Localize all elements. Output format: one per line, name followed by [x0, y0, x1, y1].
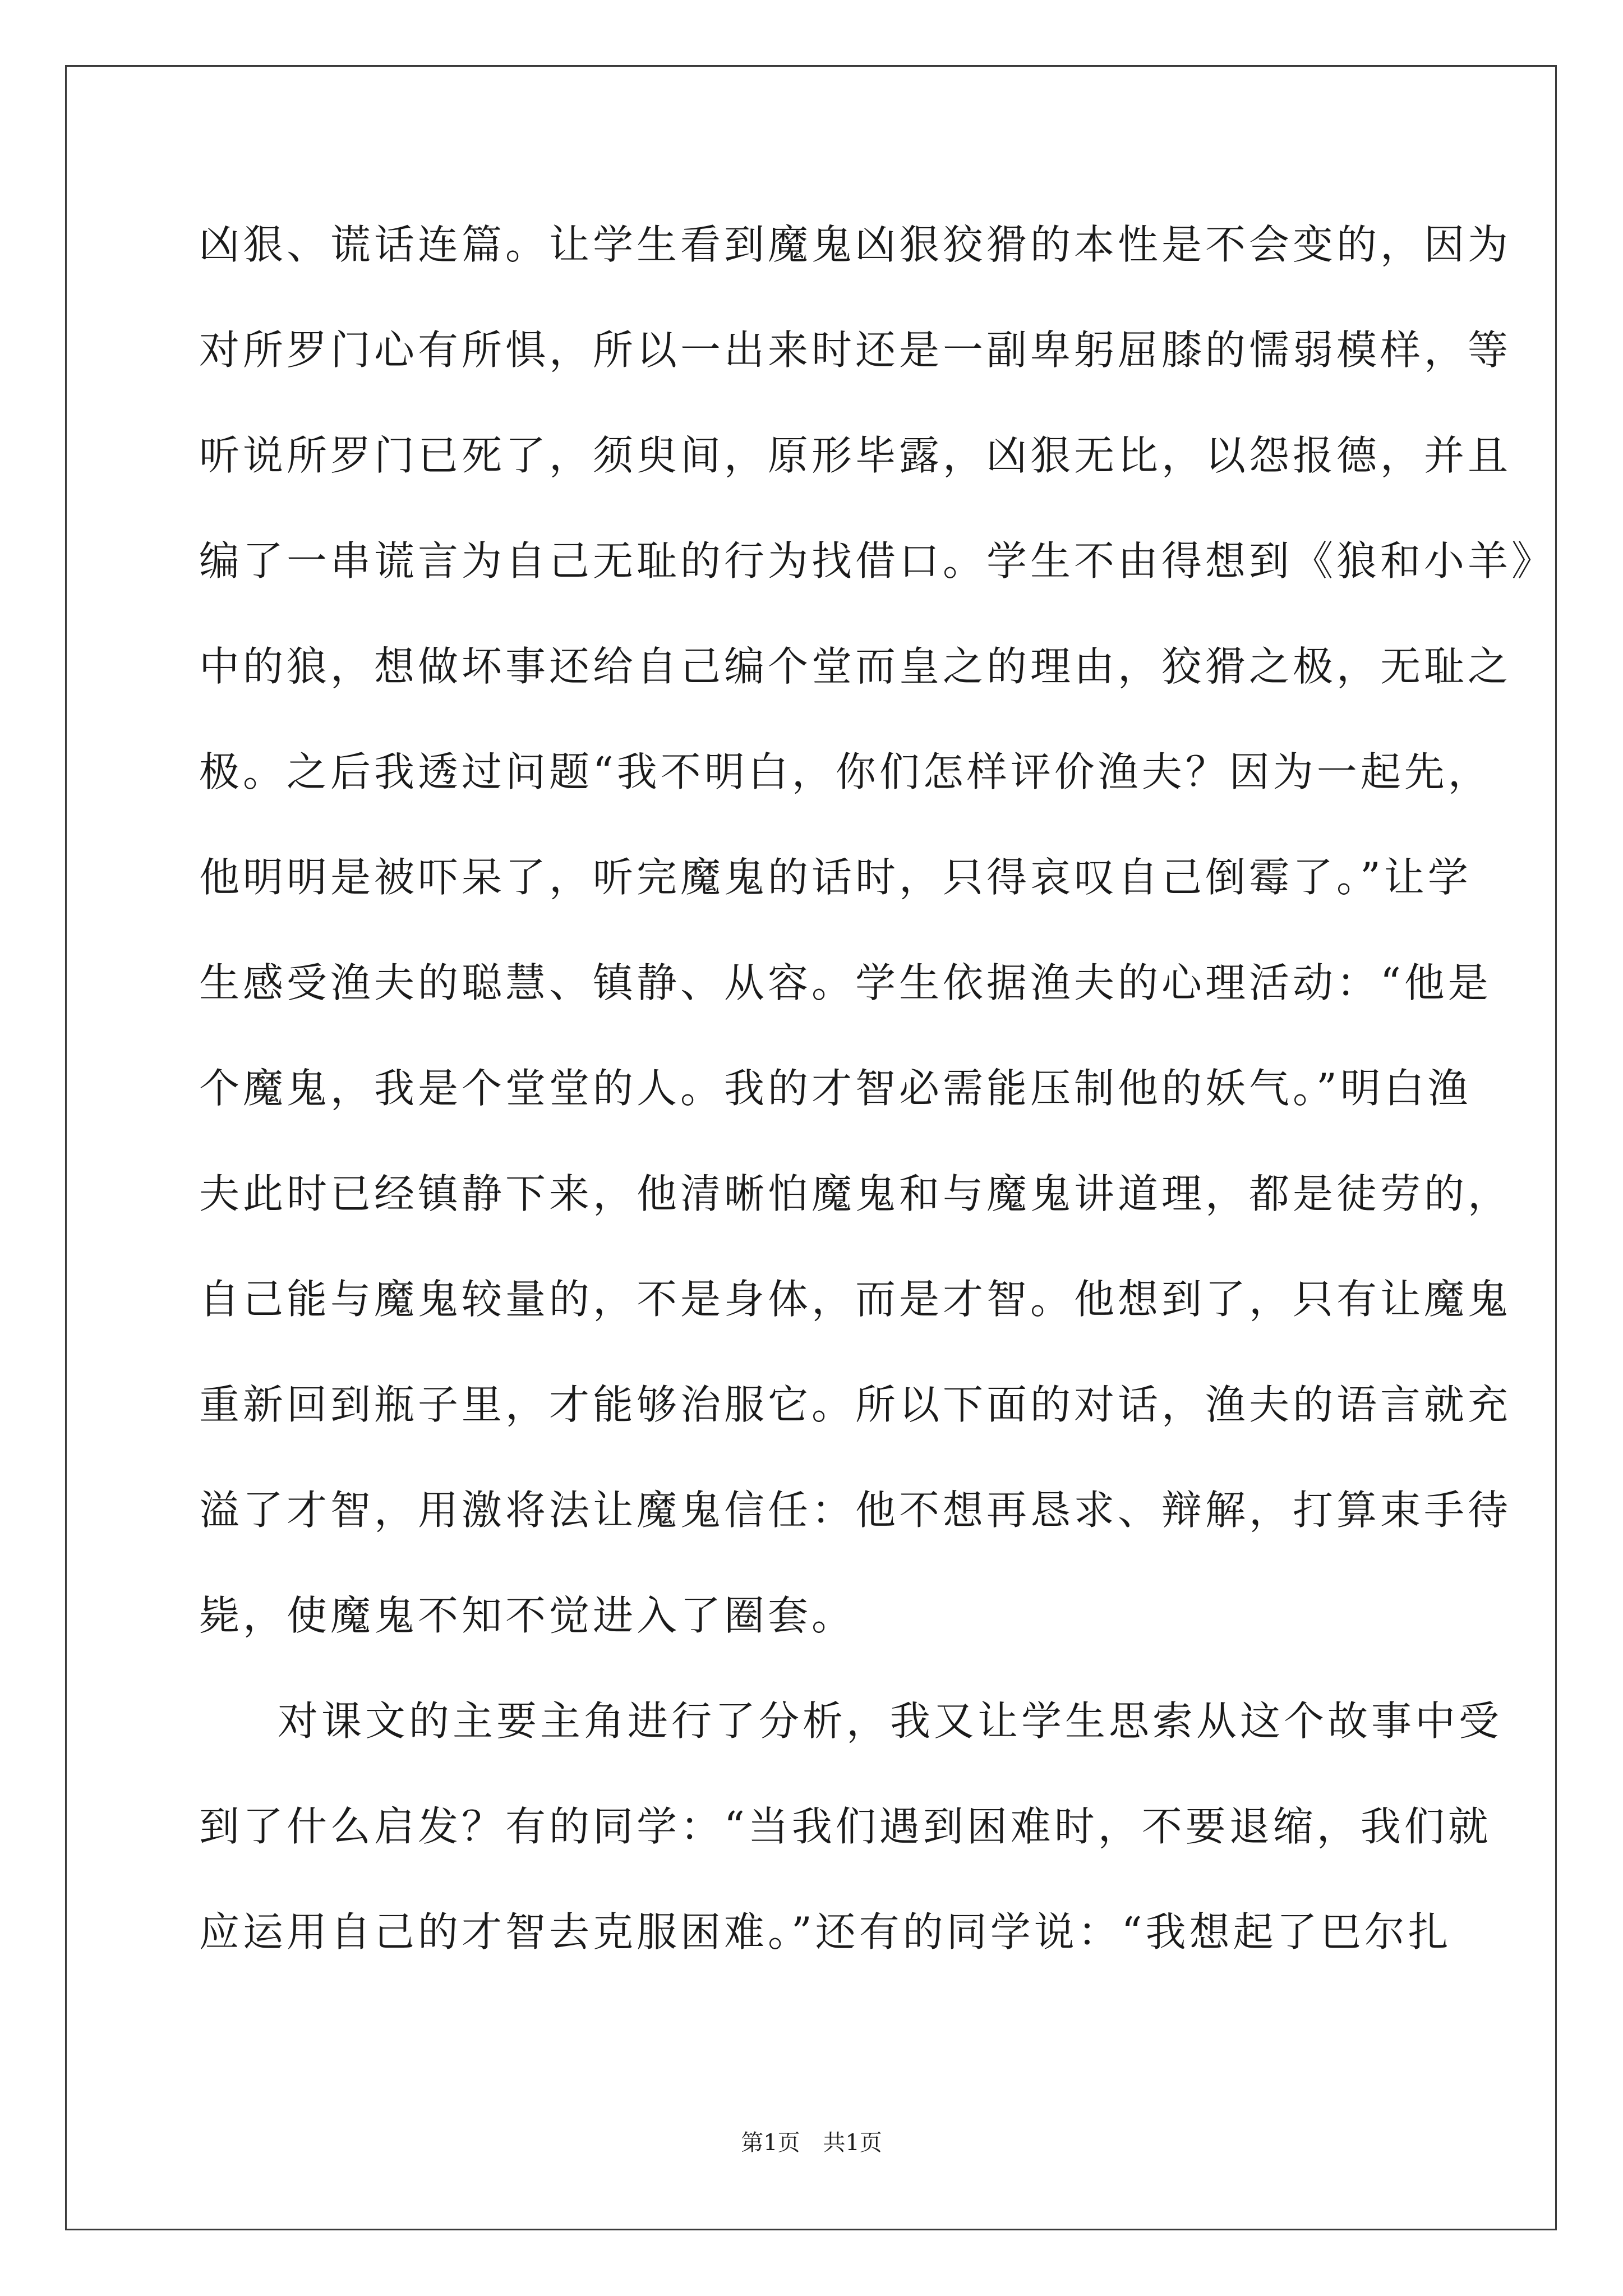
page-number: 第1页	[741, 2130, 800, 2156]
text-line: 听说所罗门已死了，须臾间，原形毕露，凶狠无比，以怨报德，并且	[199, 432, 1512, 479]
text-line: 溢了才智，用激将法让魔鬼信任：他不想再恳求、辩解，打算束手待	[199, 1487, 1512, 1534]
text-line: 他明明是被吓呆了，听完魔鬼的话时，只得哀叹自己倒霉了。”让学	[199, 854, 1472, 901]
text-line: 生感受渔夫的聪慧、镇静、从容。学生依据渔夫的心理活动：“他是	[199, 959, 1492, 1006]
text-line: 对所罗门心有所惧，所以一出来时还是一副卑躬屈膝的懦弱模样，等	[199, 326, 1512, 374]
page-total: 共1页	[823, 2130, 882, 2156]
text-line: 凶狠、谎话连篇。让学生看到魔鬼凶狠狡猾的本性是不会变的，因为	[199, 221, 1512, 268]
text-line: 重新回到瓶子里，才能够治服它。所以下面的对话，渔夫的语言就充	[199, 1381, 1512, 1428]
text-line: 编了一串谎言为自己无耻的行为找借口。学生不由得想到《狼和小羊》	[199, 537, 1556, 585]
text-line: 夫此时已经镇静下来，他清晰怕魔鬼和与魔鬼讲道理，都是徒劳的，	[199, 1170, 1512, 1217]
text-line: 到了什么启发？有的同学：“当我们遇到困难时，不要退缩，我们就	[199, 1803, 1492, 1850]
page-footer	[0, 2126, 1623, 2160]
text-line: 对课文的主要主角进行了分析，我又让学生思索从这个故事中受	[278, 1697, 1503, 1745]
text-line: 个魔鬼，我是个堂堂的人。我的才智必需能压制他的妖气。”明白渔	[199, 1065, 1472, 1112]
text-line: 应运用自己的才智去克服困难。”还有的同学说：“我想起了巴尔扎	[199, 1908, 1452, 1955]
text-line: 自己能与魔鬼较量的，不是身体，而是才智。他想到了，只有让魔鬼	[199, 1276, 1512, 1323]
text-line: 中的狼，想做坏事还给自己编个堂而皇之的理由，狡猾之极，无耻之	[199, 643, 1512, 690]
text-line: 毙，使魔鬼不知不觉进入了圈套。	[199, 1592, 856, 1639]
text-line: 极。之后我透过问题“我不明白，你们怎样评价渔夫？因为一起先，	[199, 748, 1492, 795]
